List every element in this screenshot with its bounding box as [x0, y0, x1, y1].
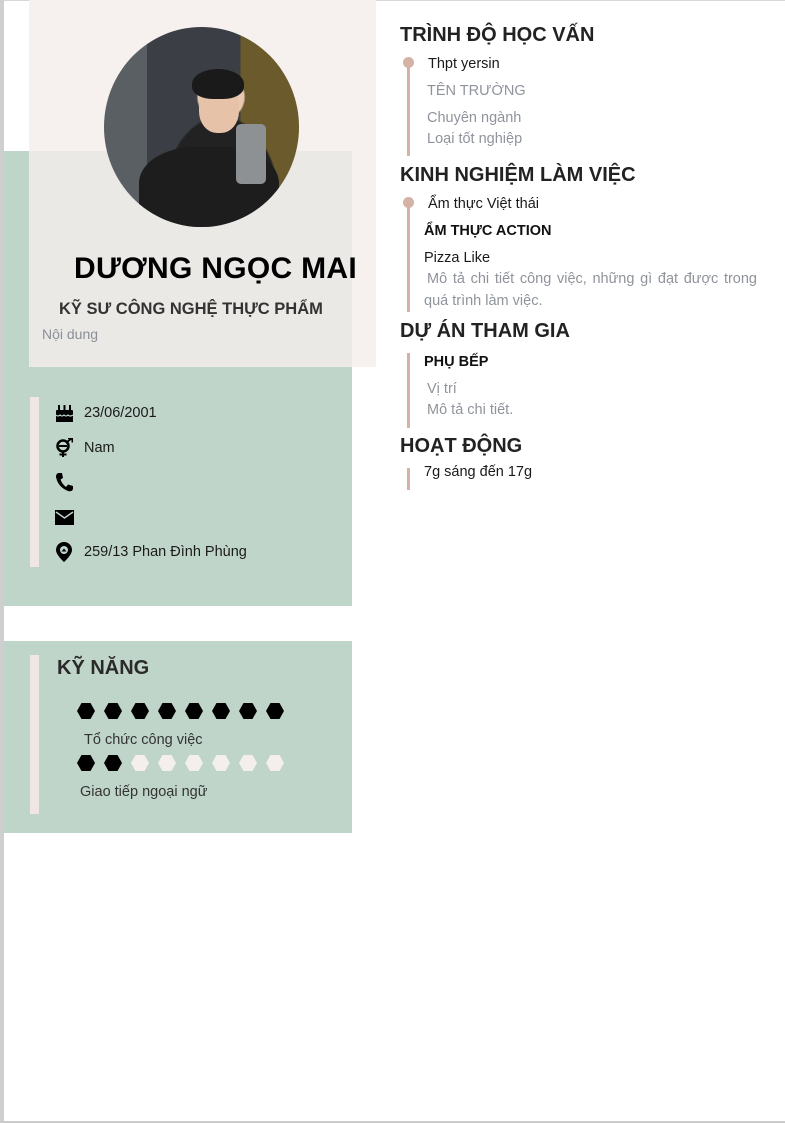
rating-hexagon-icon: [239, 755, 257, 771]
rating-hexagon-icon: [266, 703, 284, 719]
rating-hexagon-icon: [104, 703, 122, 719]
rating-hexagon-icon: [77, 703, 95, 719]
header-background-right: [352, 0, 376, 367]
experience-position: Pizza Like: [424, 250, 491, 266]
rating-hexagon-icon: [239, 703, 257, 719]
activities-text: 7g sáng đến 17g: [424, 464, 533, 480]
education-title: TRÌNH ĐỘ HỌC VẤN: [400, 24, 595, 46]
avatar-hair: [192, 69, 244, 99]
skill-rating-2: [77, 755, 284, 771]
rating-hexagon-icon: [104, 755, 122, 771]
experience-company: Ẩm thực Việt thái: [428, 196, 539, 212]
project-description: Mô tả chi tiết.: [427, 402, 514, 418]
skill-label-1: Tổ chức công việc: [84, 732, 203, 748]
education-school-placeholder: TÊN TRƯỜNG: [427, 83, 526, 99]
job-title: KỸ SƯ CÔNG NGHỆ THỰC PHẨM: [59, 300, 323, 318]
project-name: PHỤ BẾP: [424, 354, 489, 370]
rating-hexagon-icon: [77, 755, 95, 771]
contact-address: [54, 542, 247, 562]
rating-hexagon-icon: [185, 703, 203, 719]
projects-timeline-line: [407, 353, 410, 428]
rating-hexagon-icon: [266, 755, 284, 771]
rating-hexagon-icon: [185, 755, 203, 771]
skill-label-2: Giao tiếp ngoại ngữ: [80, 784, 208, 800]
project-role: Vị trí: [427, 381, 457, 397]
experience-timeline-dot: [403, 197, 414, 208]
contact-gender: [54, 438, 115, 458]
avatar-phone: [236, 124, 266, 184]
gender-value: Nam: [84, 440, 115, 456]
activities-title: HOẠT ĐỘNG: [400, 435, 523, 457]
location-pin-icon: [54, 542, 74, 562]
rating-hexagon-icon: [158, 703, 176, 719]
experience-company-heading: ẨM THỰC ACTION: [424, 223, 552, 239]
contact-email: [54, 507, 74, 527]
education-timeline-line: [407, 60, 410, 156]
activities-timeline-line: [407, 468, 410, 490]
rating-hexagon-icon: [131, 703, 149, 719]
skills-title: KỸ NĂNG: [57, 657, 150, 679]
education-degree-type: Loại tốt nghiệp: [427, 131, 523, 147]
skills-accent-bar: [30, 655, 39, 814]
summary-text: Nội dung: [42, 326, 99, 342]
email-icon: [54, 507, 74, 527]
gender-icon: [54, 438, 74, 458]
phone-icon: [54, 472, 74, 492]
skill-rating-1: [77, 703, 284, 719]
birthday-cake-icon: [54, 403, 74, 423]
candidate-name: DƯƠNG NGỌC MAI: [74, 252, 358, 285]
contact-accent-bar: [30, 397, 39, 567]
rating-hexagon-icon: [212, 755, 230, 771]
birthday-value: 23/06/2001: [84, 405, 157, 421]
rating-hexagon-icon: [212, 703, 230, 719]
address-value: 259/13 Phan Đình Phùng: [84, 544, 247, 560]
experience-timeline-line: [407, 200, 410, 312]
contact-phone: [54, 472, 74, 492]
education-timeline-dot: [403, 57, 414, 68]
education-major: Chuyên ngành: [427, 110, 522, 126]
projects-title: DỰ ÁN THAM GIA: [400, 320, 570, 342]
contact-birthday: [54, 403, 157, 423]
experience-title: KINH NGHIỆM LÀM VIỆC: [400, 164, 636, 186]
rating-hexagon-icon: [158, 755, 176, 771]
avatar: [104, 27, 299, 227]
rating-hexagon-icon: [131, 755, 149, 771]
experience-description: Mô tả chi tiết công việc, những gì đạt được trong quá trình làm việc.: [424, 271, 757, 309]
education-school: Thpt yersin: [428, 56, 500, 72]
